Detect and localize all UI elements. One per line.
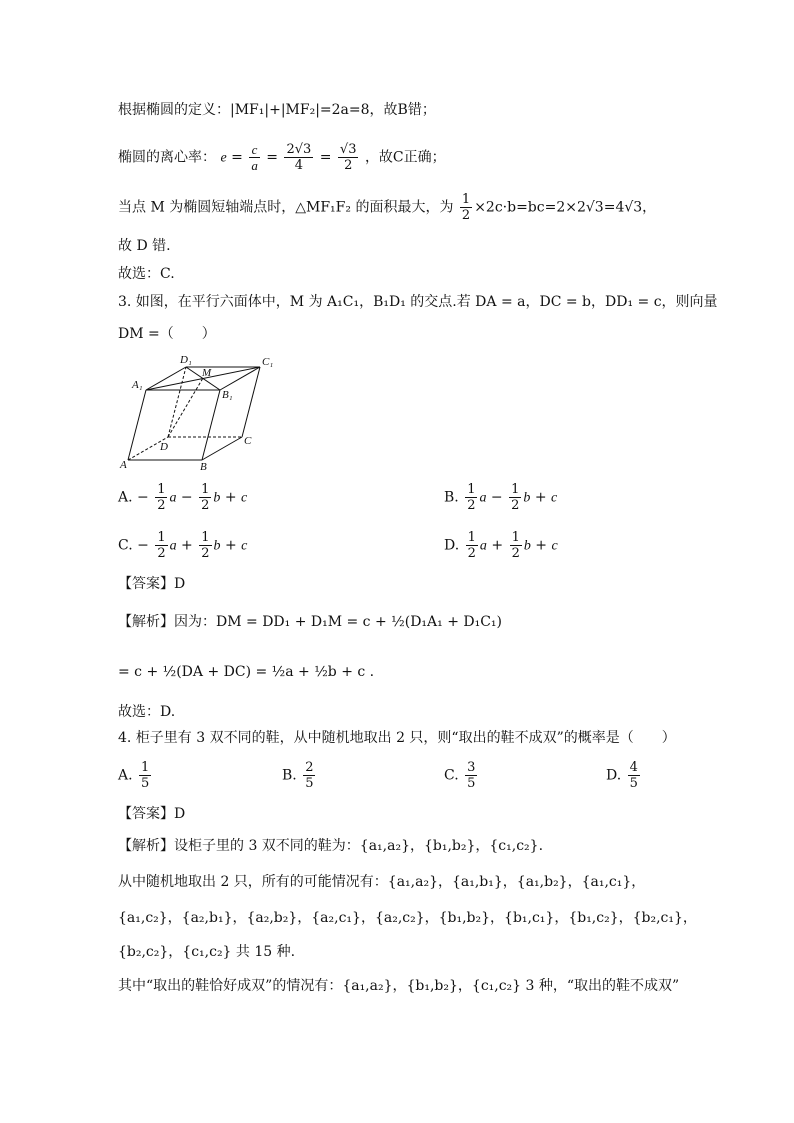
label-a1: A₁ [132,379,143,391]
eccentricity-prefix: 椭圆的离心率： [118,149,216,166]
q3-text-line-2: DM =（ ） [118,326,216,342]
eccentricity-line: 椭圆的离心率： e = $\frac{c}{a}$ = $\frac{2√3}{4}$ = $\frac{√3}{2}$ ，故C正确； [118,142,446,173]
label-d1: D₁ [180,354,192,366]
q4-answer: 【答案】D [118,806,186,822]
q3-choose-line: 故选：D. [118,704,176,720]
label-m: M [202,367,212,379]
parallelepiped-figure [118,352,288,472]
q4-option-a[interactable]: A. $\frac{1}{5}$ [118,760,150,791]
q4-analysis-line-5: 其中“取出的鞋恰好成双”的情况有：{a₁,a₂}，{b₁,b₂}，{c₁,c₂} 3 种，“取出的鞋不成双” [118,978,680,994]
q3-option-a[interactable]: A. − $\frac{1}{2}$ a − $\frac{1}{2}$ b + c [118,482,248,513]
q3-option-d[interactable]: D. $\frac{1}{2}$ a + $\frac{1}{2}$ b + c [444,530,558,561]
eccentricity-tail: ，故C正确； [364,149,446,166]
label-b1: B₁ [222,389,233,401]
q4-analysis-line-1: 【解析】设柜子里的 3 双不同的鞋为：{a₁,a₂}，{b₁,b₂}，{c₁,c₂}. [118,838,544,854]
area-line: 当点 M 为椭圆短轴端点时，△MF₁F₂ 的面积最大，为 $\frac{1}{2}$ ×2c·b=bc=2×2√3=4√3， [118,192,657,223]
q4-analysis-line-3: {a₁,c₂}，{a₂,b₁}，{a₂,b₂}，{a₂,c₁}，{a₂,c₂}，{b₁,b₂}，{b₁,c₁}，{b₁,c₂}，{b₂,c₁}， [118,910,697,926]
label-b: B [200,461,207,472]
area-prefix: 当点 M 为椭圆短轴端点时，△MF₁F₂ 的面积最大，为 [118,199,454,216]
label-d: D [160,441,168,453]
q3-option-b[interactable]: B. $\frac{1}{2}$ a − $\frac{1}{2}$ b + c [444,482,558,513]
q3-text-line-1: 3. 如图，在平行六面体中，M 为 A₁C₁，B₁D₁ 的交点.若 DA = a，DC = b，DD₁ = c，则向量 [118,294,718,310]
q4-option-d[interactable]: D. $\frac{4}{5}$ [606,760,638,791]
q3-option-c[interactable]: C. − $\frac{1}{2}$ a + $\frac{1}{2}$ b + c [118,530,248,561]
label-c: C [244,435,252,447]
choose-c-line: 故选：C. [118,266,175,282]
q3-answer: 【答案】D [118,576,186,592]
q4-analysis-line-2: 从中随机地取出 2 只，所有的可能情况有：{a₁,a₂}，{a₁,b₁}，{a₁,b₂}，{a₁,c₁}， [118,874,646,890]
label-c1: C₁ [262,356,274,368]
area-formula: ×2c·b=bc=2×2√3=4√3， [474,199,657,216]
ellipse-definition-line: 根据椭圆的定义：|MF₁|+|MF₂|=2a=8，故B错； [118,102,436,118]
q4-option-c[interactable]: C. $\frac{3}{5}$ [444,760,476,791]
q4-text: 4. 柜子里有 3 双不同的鞋，从中随机地取出 2 只，则“取出的鞋不成双”的概率是（ ） [118,730,676,746]
q4-option-b[interactable]: B. $\frac{2}{5}$ [282,760,314,791]
q3-analysis-line-1: 【解析】因为：DM = DD₁ + D₁M = c + ½(D₁A₁ + D₁C₁) [118,614,503,630]
q4-analysis-line-4: {b₂,c₂}，{c₁,c₂} 共 15 种. [118,944,296,960]
q3-analysis-line-2: = c + ½(DA + DC) = ½a + ½b + c . [118,664,375,680]
d-wrong-line: 故 D 错. [118,238,171,254]
label-a: A [120,459,127,471]
